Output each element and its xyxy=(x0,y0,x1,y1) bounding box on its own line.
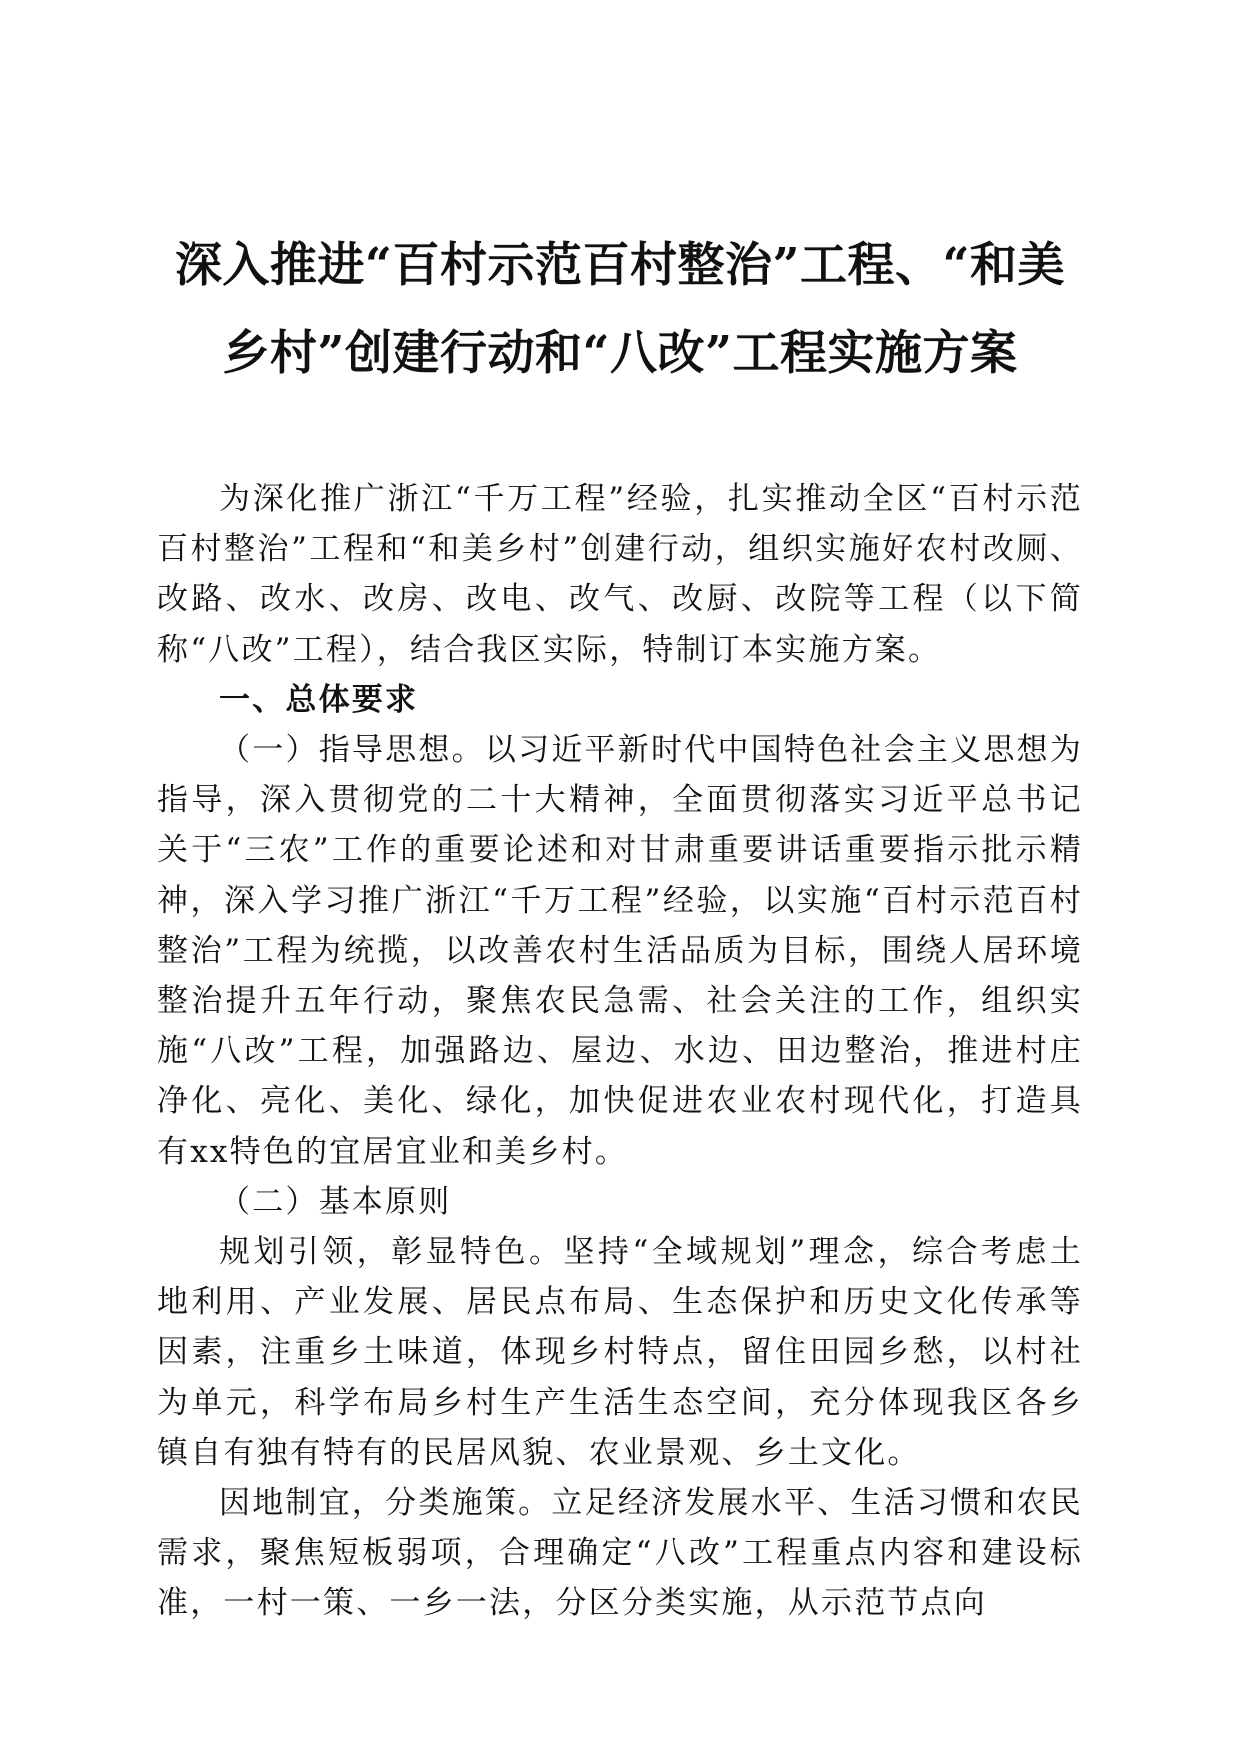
principle-local-conditions-paragraph: 因地制宜，分类施策。立足经济发展水平、生活习惯和农民需求，聚焦短板弱项，合理确定“八改”工程重点内容和建设标准，一村一策、一乡一法，分区分类实施，从示范节点向 xyxy=(157,1485,1083,1622)
document-body xyxy=(157,474,1083,1629)
title-line-1: 深入推进“百村示范百村整治”工程、“和美 xyxy=(174,238,1066,293)
principle-planning-paragraph: 规划引领，彰显特色。坚持“全域规划”理念，综合考虑土地利用、产业发展、居民点布局、生态保护和历史文化传承等因素，注重乡土味道，体现乡村特点，留住田园乡愁，以村社为单元，科学布局乡村生产生活生态空间，充分体现我区各乡镇自有独有特有的民居风貌、农业景观、乡土文化。 xyxy=(157,1234,1083,1471)
title-line-2: 乡村”创建行动和“八改”工程实施方案 xyxy=(222,326,1018,381)
intro-paragraph: 为深化推广浙江“千万工程”经验，扎实推动全区“百村示范百村整治”工程和“和美乡村”创建行动，组织实施好农村改厕、改路、改水、改房、改电、改气、改厨、改院等工程（以下简称“八改”工程），结合我区实际，特制订本实施方案。 xyxy=(157,481,1083,668)
document-title xyxy=(150,222,1090,398)
principles-subheading: （二）基本原则 xyxy=(219,1183,452,1220)
section-heading-overall-requirements: 一、总体要求 xyxy=(219,681,419,718)
guiding-thought-paragraph: （一）指导思想。以习近平新时代中国特色社会主义思想为指导，深入贯彻党的二十大精神，全面贯彻落实习近平总书记关于“三农”工作的重要论述和对甘肃重要讲话重要指示批示精神，深入学习推广浙江“千万工程”经验，以实施“百村示范百村整治”工程为统揽，以改善农村生活品质为目标，围绕人居环境整治提升五年行动，聚焦农民急需、社会关注的工作，组织实施“八改”工程，加强路边、屋边、水边、田边整治，推进村庄净化、亮化、美化、绿化，加快促进农业农村现代化，打造具有xx特色的宜居宜业和美乡村。 xyxy=(157,732,1083,1170)
